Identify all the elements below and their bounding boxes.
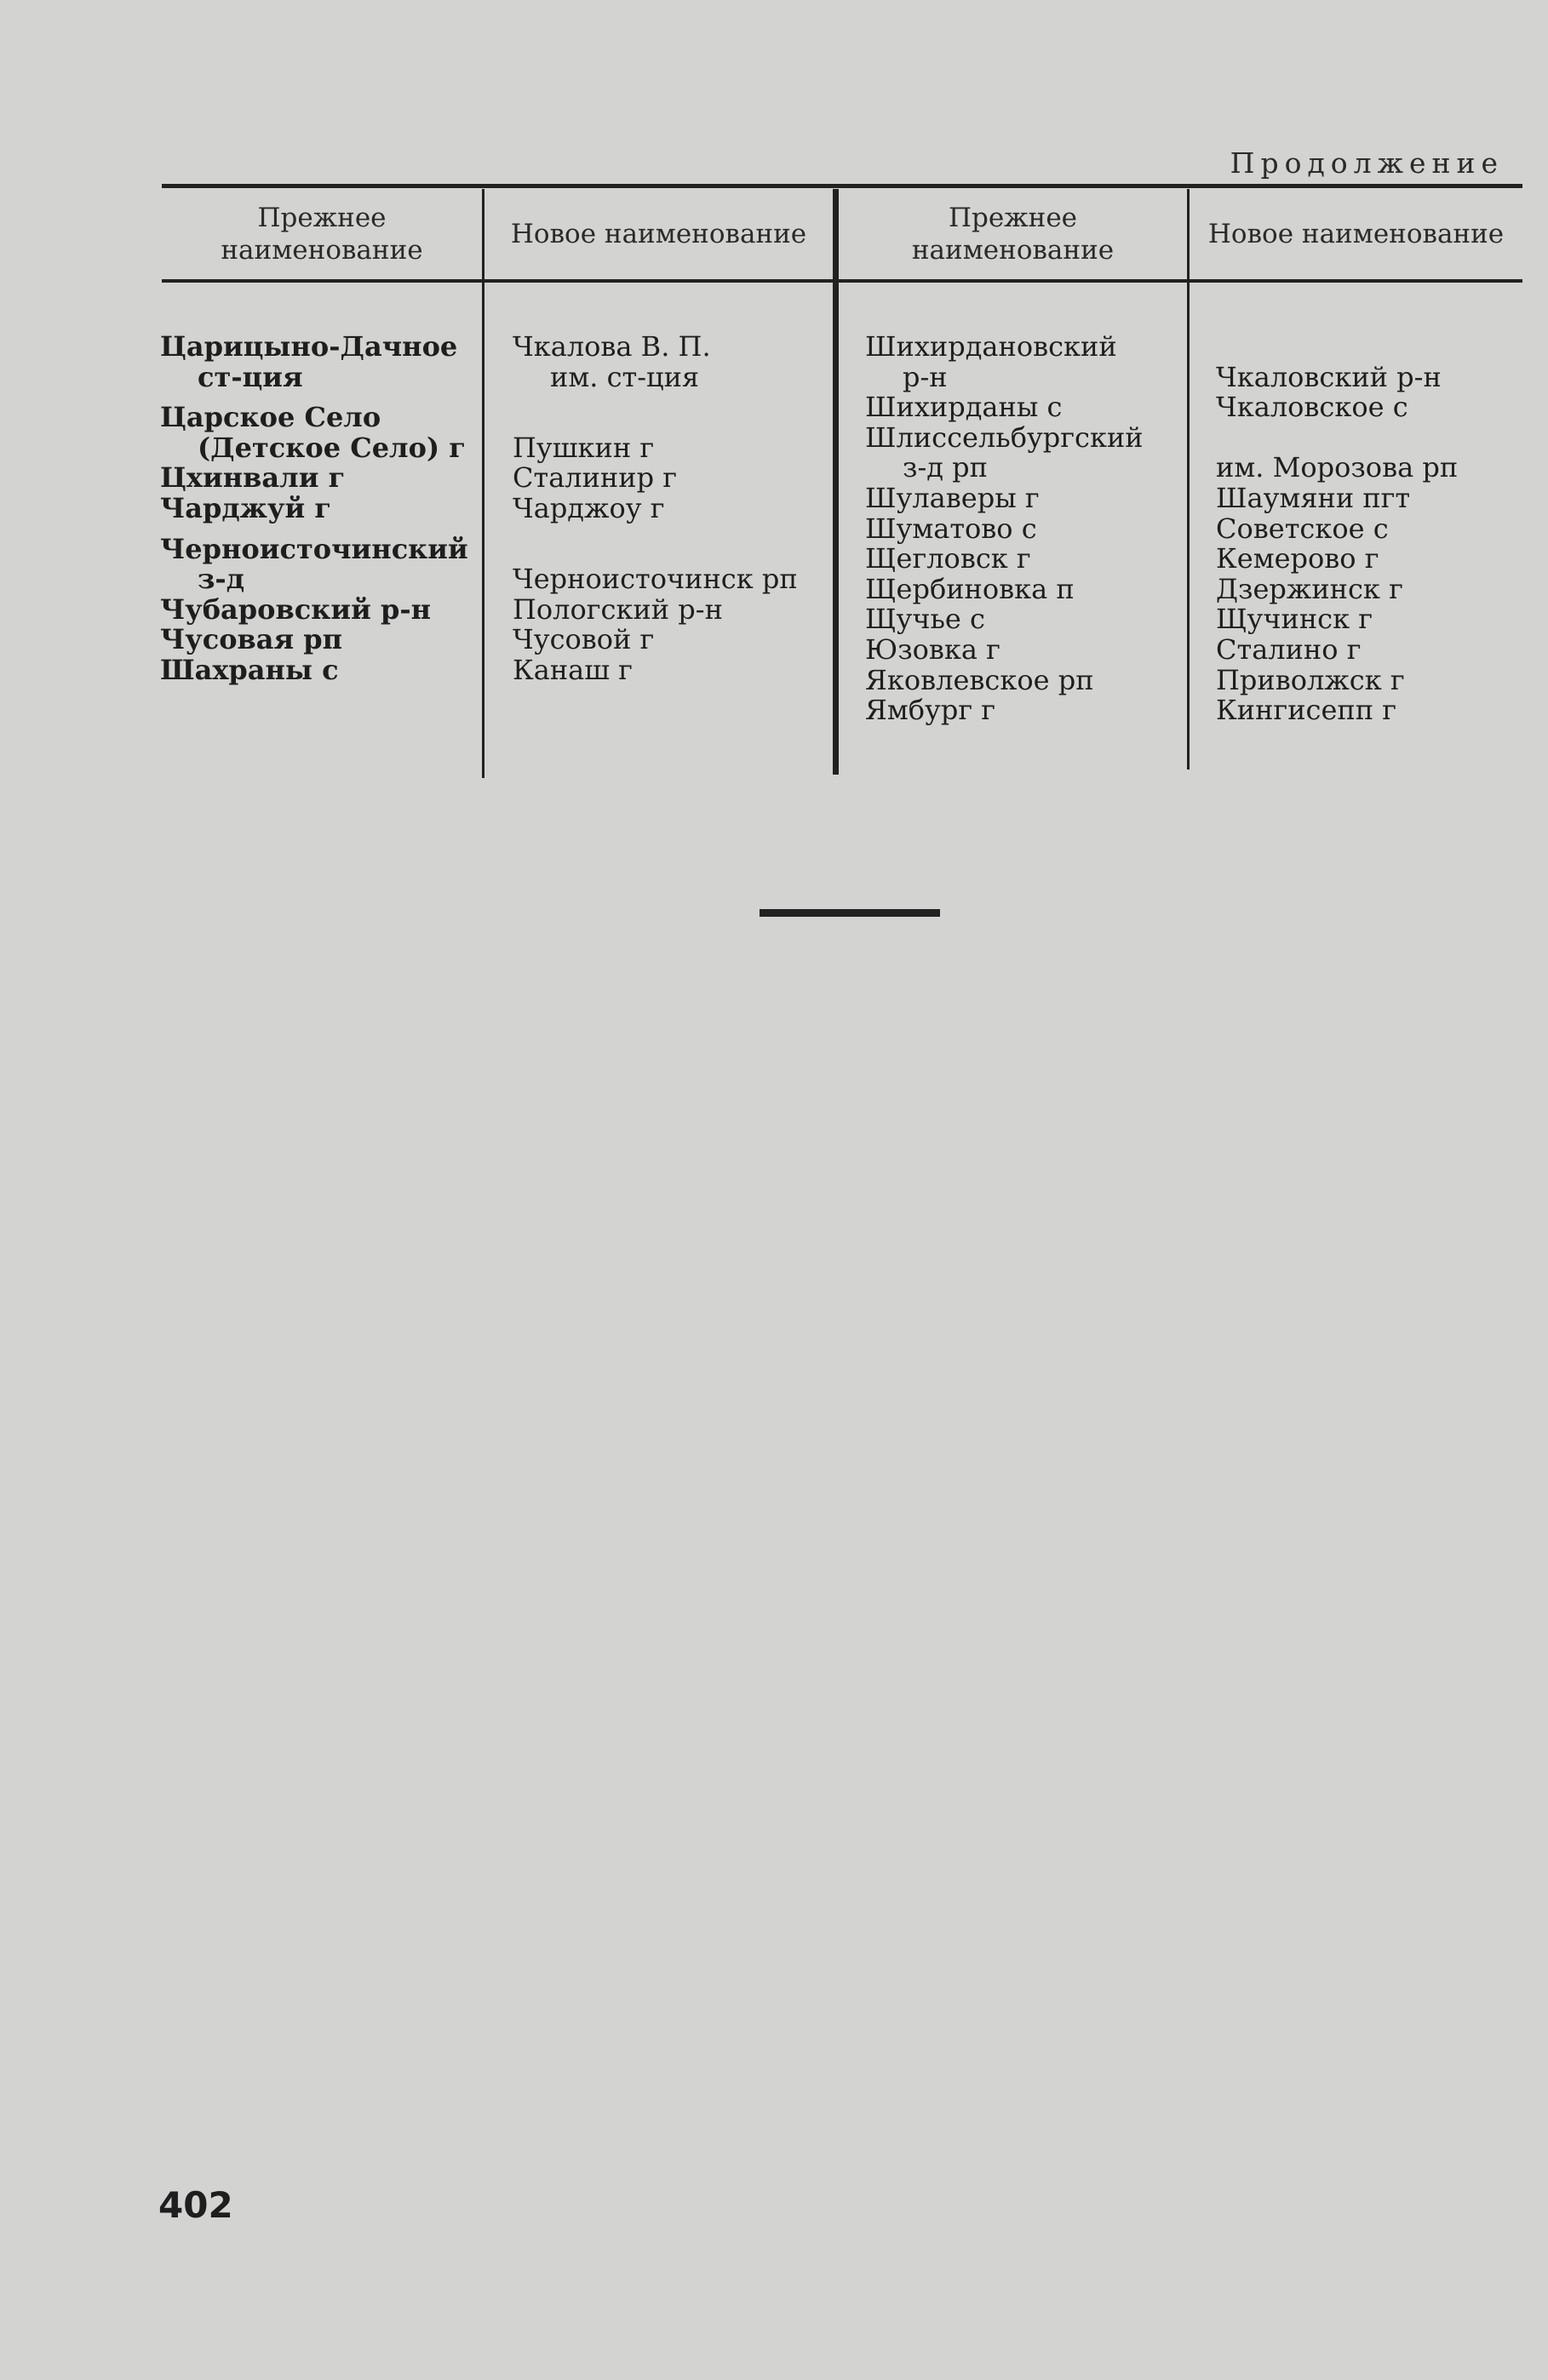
column-new-names-right bbox=[1216, 332, 1458, 726]
header-old-name-1: Прежнее наименование bbox=[221, 203, 423, 266]
header-new-name-1: Новое наименование bbox=[510, 219, 807, 249]
list-item: Цхинвали г bbox=[160, 461, 346, 495]
list-item: Черноисточинск рп bbox=[513, 563, 798, 596]
list-item: Щучье с bbox=[865, 603, 985, 636]
list-item: Советское с bbox=[1216, 512, 1389, 545]
header-old-name-2: Прежнее наименование bbox=[911, 203, 1115, 266]
list-item: Кингисепп г bbox=[1216, 694, 1396, 727]
list-item: з-д рп bbox=[903, 451, 988, 484]
list-item: Черноисточинский bbox=[160, 532, 468, 565]
list-item: (Детское Село) г bbox=[198, 431, 466, 464]
list-item: Кемерово г bbox=[1216, 542, 1379, 575]
list-item: Чкалова В. П. bbox=[513, 330, 711, 363]
table-top-rule bbox=[162, 184, 1522, 188]
list-item: Приволжск г bbox=[1216, 663, 1405, 696]
list-item: Чкаловское с bbox=[1216, 391, 1408, 424]
list-item: Царское Село bbox=[160, 401, 381, 434]
column-new-names-left bbox=[513, 332, 798, 686]
list-item: Щербиновка п bbox=[865, 572, 1075, 605]
list-item: Шуматово с bbox=[865, 512, 1037, 545]
list-item: Чкаловский р-н bbox=[1216, 360, 1442, 393]
column-old-names-left bbox=[160, 332, 468, 686]
list-item: Царицыно-Дачное bbox=[160, 330, 458, 363]
list-item: Пушкин г bbox=[513, 431, 655, 464]
list-item: Шихирданы с bbox=[865, 391, 1063, 424]
column-old-names-right bbox=[865, 332, 1144, 726]
list-item: им. ст-ция bbox=[550, 360, 700, 393]
list-item: Канаш г bbox=[513, 653, 633, 686]
list-item: Щегловск г bbox=[865, 542, 1031, 575]
list-item: им. Морозова рп bbox=[1216, 451, 1459, 484]
table-header-rule bbox=[162, 279, 1522, 283]
continuation-label: Продолжение bbox=[1230, 146, 1504, 180]
list-item: ст-ция bbox=[198, 360, 303, 393]
list-item: Шахраны с bbox=[160, 653, 339, 686]
list-item: Шлиссельбургский bbox=[865, 421, 1144, 454]
list-item: Сталино г bbox=[1216, 632, 1362, 666]
list-item: Чусовой г bbox=[513, 623, 655, 656]
list-item: р-н bbox=[903, 360, 948, 393]
list-item: Юзовка г bbox=[865, 632, 1000, 666]
list-item: Дзержинск г bbox=[1216, 572, 1403, 605]
list-item: з-д bbox=[198, 563, 245, 596]
list-item: Чарджуй г bbox=[160, 491, 331, 524]
list-item: Чубаровский р-н bbox=[160, 592, 432, 626]
header-new-name-2: Новое наименование bbox=[1207, 219, 1505, 249]
column-divider-2 bbox=[833, 189, 839, 775]
list-item: Чусовая рп bbox=[160, 623, 343, 656]
section-end-rule bbox=[760, 909, 940, 917]
list-item: Шулаверы г bbox=[865, 481, 1040, 514]
list-item: Шихирдановский bbox=[865, 330, 1117, 363]
list-item: Яковлевское рп bbox=[865, 663, 1094, 696]
list-item: Ямбург г bbox=[865, 694, 996, 727]
page-number: 402 bbox=[158, 2184, 233, 2226]
list-item: Сталинир г bbox=[513, 461, 677, 495]
list-item: Щучинск г bbox=[1216, 603, 1373, 636]
list-item: Шаумяни пгт bbox=[1216, 481, 1411, 514]
list-item: Чарджоу г bbox=[513, 491, 665, 524]
list-item: Пологский р-н bbox=[513, 592, 723, 626]
